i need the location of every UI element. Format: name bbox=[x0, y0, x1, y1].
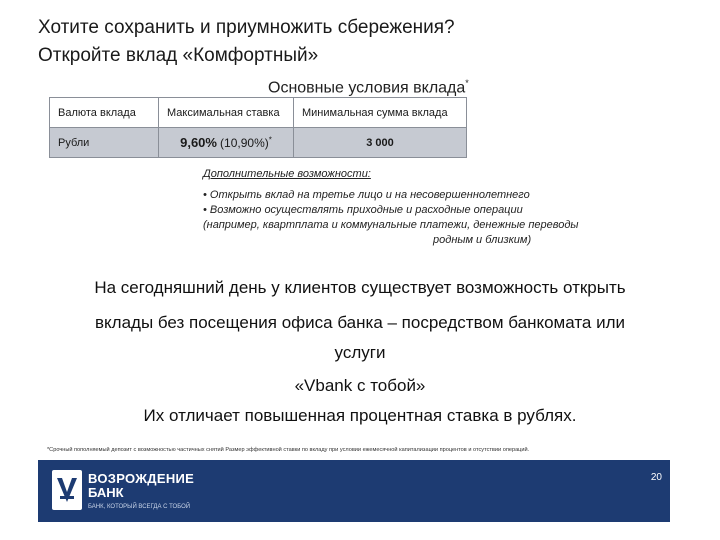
extra-options bbox=[203, 167, 623, 248]
brand-line-2: БАНК bbox=[88, 485, 124, 500]
cell-currency: Рубли bbox=[50, 128, 159, 158]
footnote: *Срочный пополняемый депозит с возможностью частичных снятий Размер эффективной ставки по вкладу при условии ежемесячной капитализации процентов и отсутствии операций. bbox=[47, 447, 530, 453]
page-number: 20 bbox=[650, 472, 662, 483]
title-line-2: Откройте вклад «Комфортный» bbox=[38, 45, 319, 66]
extra-bullet-2-end: родным и близким) bbox=[433, 234, 532, 246]
footer-band bbox=[38, 460, 670, 522]
header-max-rate: Максимальная ставка bbox=[159, 98, 294, 128]
page-title bbox=[38, 14, 455, 70]
conditions-header-row bbox=[50, 98, 467, 128]
conditions-data-row bbox=[50, 128, 467, 158]
rate-value: 9,60% bbox=[180, 135, 217, 150]
extra-bullet-1: • Открыть вклад на третье лицо и на несовершеннолетнего bbox=[203, 189, 530, 201]
note-line-5: Их отличает повышенная процентная ставка в рублях. bbox=[143, 406, 577, 425]
bank-logo-icon bbox=[52, 470, 82, 510]
extra-bullet-2: • Возможно осуществлять приходные и расходные операции bbox=[203, 204, 523, 216]
note-line-3: услуги bbox=[334, 343, 386, 362]
note-line-2: вклады без посещения офиса банка – посредством банкомата или bbox=[94, 313, 626, 332]
note-line-1: На сегодняшний день у клиентов существует возможность открыть bbox=[94, 278, 626, 297]
brand-slogan: БАНК, КОТОРЫЙ ВСЕГДА С ТОБОЙ bbox=[88, 504, 191, 510]
cell-rate bbox=[159, 128, 294, 158]
rate-alt: (10,90%) bbox=[220, 136, 269, 150]
header-currency: Валюта вклада bbox=[50, 98, 159, 128]
title-line-1: Хотите сохранить и приумножить сбережения? bbox=[38, 17, 455, 38]
note-line-4: «Vbank с тобой» bbox=[294, 376, 426, 395]
header-min-amount: Минимальная сумма вклада bbox=[294, 98, 467, 128]
conditions-title-mark: * bbox=[465, 78, 469, 88]
conditions-title bbox=[268, 78, 469, 97]
extra-bullet-2-cont: (например, квартплата и коммунальные платежи, денежные переводы bbox=[203, 219, 579, 231]
extra-heading: Дополнительные возможности: bbox=[203, 168, 371, 180]
cell-min-amount: 3 000 bbox=[294, 128, 467, 158]
brand-line-1: ВОЗРОЖДЕНИЕ bbox=[88, 471, 195, 486]
conditions-title-text: Основные условия вклада bbox=[268, 79, 466, 97]
rate-mark: * bbox=[268, 135, 272, 145]
conditions-table bbox=[49, 97, 467, 158]
